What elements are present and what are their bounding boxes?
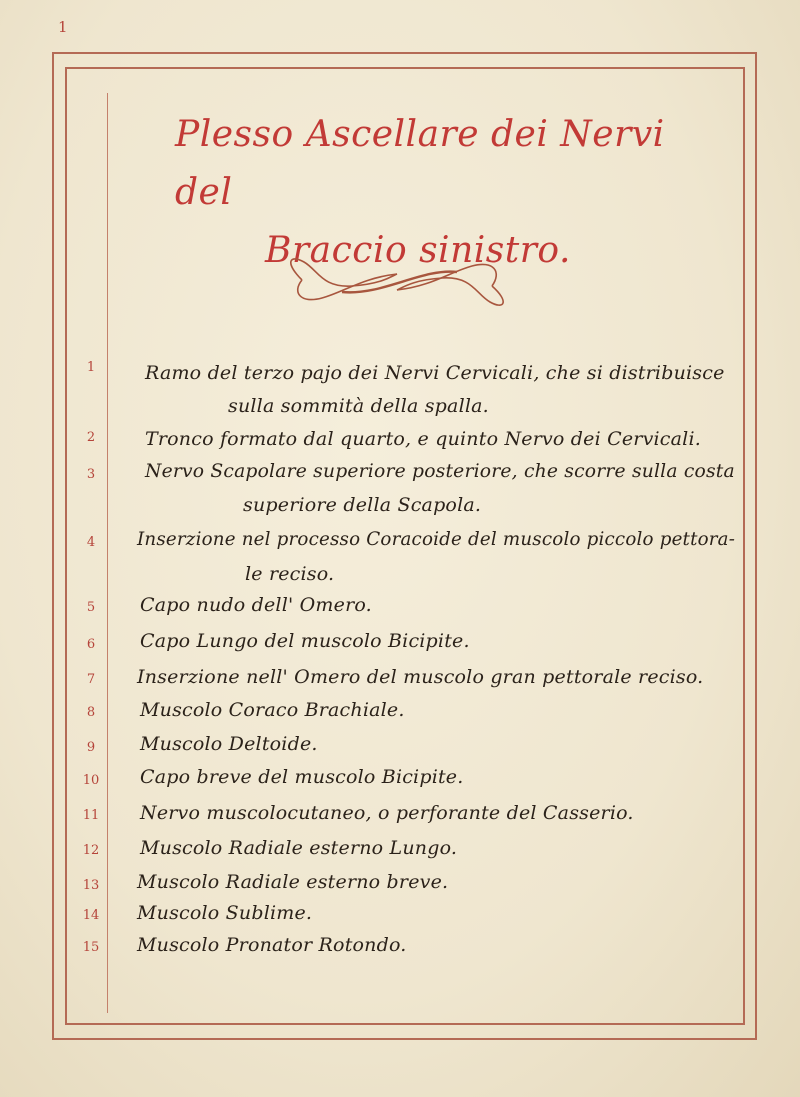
item-text: Capo Lungo del muscolo Bicipite. [140, 630, 470, 652]
margin-rule [107, 93, 108, 1013]
item-number: 10 [82, 773, 100, 788]
item-number: 6 [86, 637, 96, 652]
item-text: Muscolo Deltoide. [140, 733, 318, 755]
title-line-2: Braccio sinistro. [265, 230, 571, 271]
page-number: 1 [58, 18, 68, 36]
item-number: 13 [82, 878, 100, 893]
item-number: 3 [86, 467, 96, 482]
item-text: Tronco formato dal quarto, e quinto Nervo dei Cervicali. [145, 428, 701, 450]
item-text: Nervo Scapolare superiore posteriore, che scorre sulla costa [145, 460, 735, 482]
item-text: Muscolo Pronator Rotondo. [137, 934, 407, 956]
calligraphic-flourish-icon [282, 252, 512, 312]
item-text: Muscolo Radiale esterno breve. [137, 871, 449, 893]
item-number: 4 [86, 535, 96, 550]
item-number: 15 [82, 940, 100, 955]
item-number: 7 [86, 672, 96, 687]
item-text-continuation: superiore della Scapola. [243, 494, 482, 516]
item-text-continuation: sulla sommità della spalla. [228, 395, 489, 417]
item-number: 12 [82, 843, 100, 858]
item-text: Capo nudo dell' Omero. [140, 594, 372, 616]
item-text: Inserzione nell' Omero del muscolo gran pettorale reciso. [137, 666, 704, 688]
item-text-continuation: le reciso. [245, 563, 335, 585]
item-text: Muscolo Sublime. [137, 902, 313, 924]
item-number: 9 [86, 740, 96, 755]
item-number: 5 [86, 600, 96, 615]
item-number: 11 [82, 808, 100, 823]
item-text: Ramo del terzo pajo dei Nervi Cervicali, che si distribuisce [145, 362, 725, 384]
item-text: Muscolo Coraco Brachiale. [140, 699, 405, 721]
item-number: 1 [86, 360, 96, 375]
item-number: 8 [86, 705, 96, 720]
item-number: 14 [82, 908, 100, 923]
item-text: Nervo muscolocutaneo, o perforante del Casserio. [140, 802, 634, 824]
item-number: 2 [86, 430, 96, 445]
item-text: Capo breve del muscolo Bicipite. [140, 766, 464, 788]
item-text: Inserzione nel processo Coracoide del muscolo piccolo pettora- [137, 528, 736, 550]
item-text: Muscolo Radiale esterno Lungo. [140, 837, 458, 859]
title-line-1: Plesso Ascellare dei Nervi del [175, 114, 665, 213]
